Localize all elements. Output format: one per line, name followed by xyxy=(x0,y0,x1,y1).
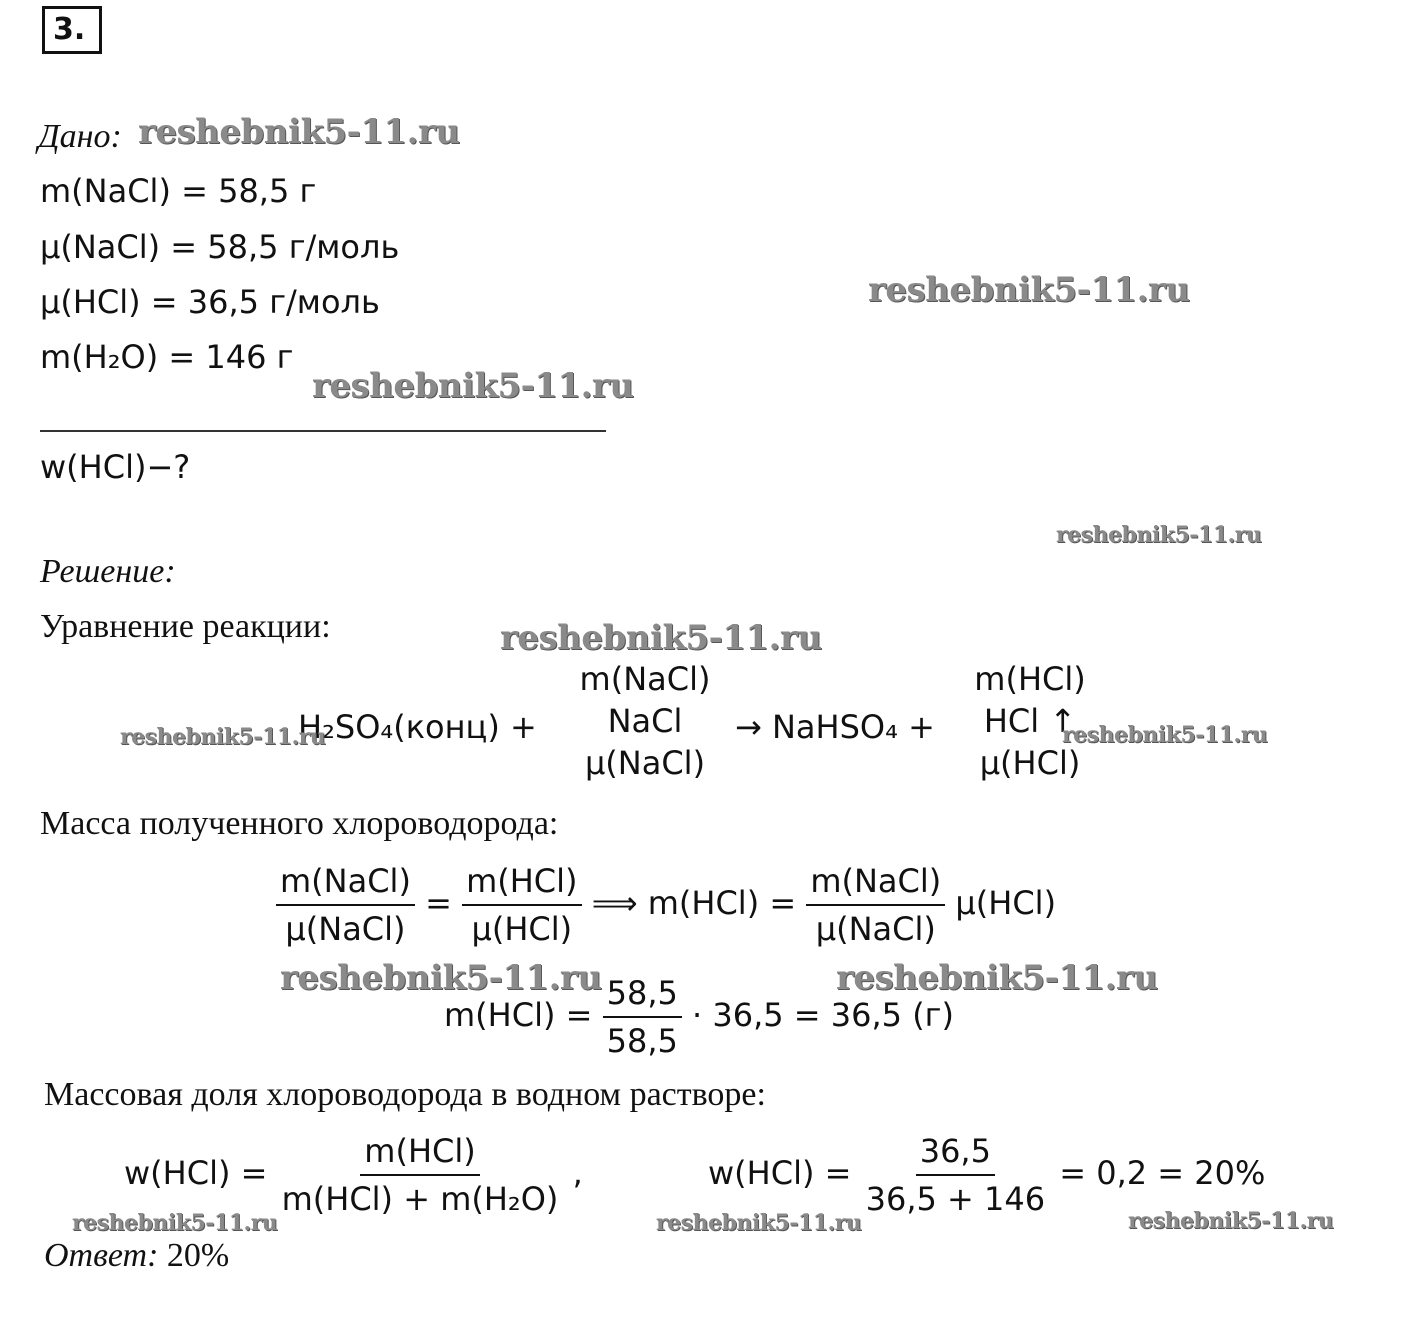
reaction-hcl-top: m(HCl) xyxy=(974,660,1086,698)
find-line: w(HCl)−? xyxy=(40,448,191,486)
fraction-result: = 0,2 = 20% xyxy=(1059,1154,1266,1192)
watermark: reshebnik5-11.ru xyxy=(72,1210,278,1236)
fraction-numeric-den: 36,5 + 146 xyxy=(865,1180,1046,1218)
implies-expression: ⟹ m(HCl) = xyxy=(591,884,797,922)
mass-equation xyxy=(276,858,1056,952)
reaction-hcl-stack xyxy=(955,660,1105,782)
reaction-hcl: HCl ↑ xyxy=(983,702,1077,740)
watermark: reshebnik5-11.ru xyxy=(868,270,1190,310)
watermark: reshebnik5-11.ru xyxy=(280,958,602,998)
given-line-mass-water: m(H₂O) = 146 г xyxy=(40,338,294,376)
mass-calc-fraction xyxy=(603,970,682,1064)
fraction-numeric xyxy=(862,1128,1049,1222)
watermark: reshebnik5-11.ru xyxy=(120,724,326,750)
watermark: reshebnik5-11.ru xyxy=(138,112,460,152)
watermark: reshebnik5-11.ru xyxy=(1056,522,1262,548)
fraction-equation-general xyxy=(124,1128,583,1222)
fraction-hcl-num: m(HCl) xyxy=(462,858,581,906)
watermark: reshebnik5-11.ru xyxy=(500,618,822,658)
fraction-nacl xyxy=(276,858,415,952)
molar-hcl-factor: μ(HCl) xyxy=(955,884,1057,922)
fraction-nacl-den: μ(NaCl) xyxy=(285,910,406,948)
given-line-mass-nacl: m(NaCl) = 58,5 г xyxy=(40,172,317,210)
given-label: Дано: xyxy=(38,118,122,155)
reaction-nacl: NaCl xyxy=(607,702,683,740)
reaction-hcl-bottom: μ(HCl) xyxy=(979,744,1081,782)
equals-sign: = xyxy=(425,884,452,922)
reaction-h2so4: H₂SO₄(конц) + xyxy=(298,708,537,746)
answer-label: Ответ: xyxy=(44,1237,159,1274)
fraction-lhs: w(HCl) = xyxy=(124,1154,268,1192)
fraction-general-den: m(HCl) + m(H₂O) xyxy=(281,1180,559,1218)
fraction-hcl xyxy=(462,858,581,952)
fraction-nacl-2-den: μ(NaCl) xyxy=(815,910,936,948)
problem-number: 3. xyxy=(42,6,102,54)
watermark: reshebnik5-11.ru xyxy=(312,366,634,406)
mass-calc-lhs: m(HCl) = xyxy=(444,996,593,1034)
answer-value: 20% xyxy=(166,1237,230,1274)
given-line-molar-hcl: μ(HCl) = 36,5 г/моль xyxy=(40,283,380,321)
watermark: reshebnik5-11.ru xyxy=(836,958,1158,998)
watermark: reshebnik5-11.ru xyxy=(656,1210,862,1236)
fraction-general-num: m(HCl) xyxy=(360,1128,479,1176)
watermark: reshebnik5-11.ru xyxy=(1062,722,1268,748)
fraction-numeric-num: 36,5 xyxy=(916,1128,995,1176)
fraction-general xyxy=(278,1128,563,1222)
given-divider xyxy=(40,430,606,432)
fraction-hcl-den: μ(HCl) xyxy=(471,910,573,948)
fraction-nacl-2 xyxy=(806,858,945,952)
mass-calc-num: 58,5 xyxy=(603,970,682,1018)
reaction-label: Уравнение реакции: xyxy=(40,608,331,645)
fraction-nacl-2-num: m(NaCl) xyxy=(806,858,945,906)
watermark: reshebnik5-11.ru xyxy=(1128,1208,1334,1234)
mass-calc-rhs: · 36,5 = 36,5 (г) xyxy=(692,996,954,1034)
fraction-lhs-2: w(HCl) = xyxy=(708,1154,852,1192)
reaction-nacl-bottom: μ(NaCl) xyxy=(584,744,706,782)
answer-line xyxy=(44,1237,229,1275)
given-line-molar-nacl: μ(NaCl) = 58,5 г/моль xyxy=(40,228,400,266)
mass-calc-den: 58,5 xyxy=(606,1022,678,1060)
reaction-nacl-stack xyxy=(560,660,730,782)
solution-label: Решение: xyxy=(40,553,176,590)
fraction-label: Массовая доля хлороводорода в водном растворе: xyxy=(44,1076,766,1113)
mass-label: Масса полученного хлороводорода: xyxy=(40,805,559,842)
fraction-nacl-num: m(NaCl) xyxy=(276,858,415,906)
reaction-nacl-top: m(NaCl) xyxy=(579,660,711,698)
reaction-nahso4: → NaHSO₄ + xyxy=(735,708,935,746)
fraction-comma: , xyxy=(572,1154,583,1192)
